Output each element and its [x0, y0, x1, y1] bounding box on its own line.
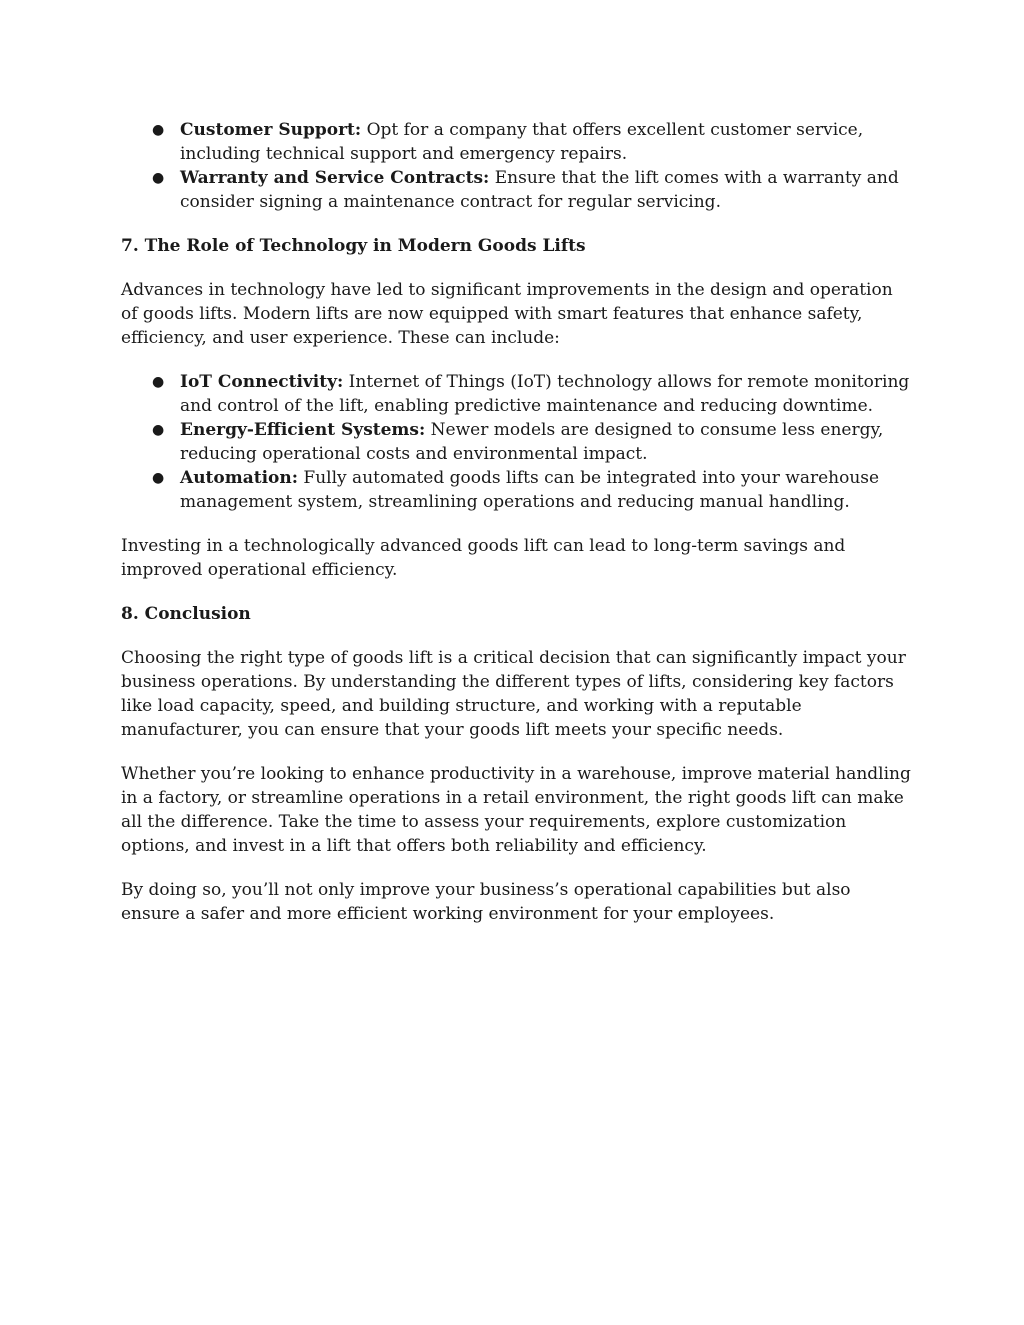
bullet-text: Fully automated goods lifts can be integrated into your warehouse management system, streamlining operations and reducing manual handling. — [180, 468, 880, 512]
conclusion-paragraph-1: Choosing the right type of goods lift is a critical decision that can significantly impact your business operations. By understanding the different types of lifts, considering key factors like load capacity, speed, and building structure, and working with a reputable manufacturer, you can ensure that your goods lift meets your specific needs. — [121, 648, 906, 740]
list-item — [121, 466, 911, 514]
bullet-term: Automation: — [180, 468, 299, 488]
bullet-text: Ensure that the lift comes with a warranty and consider signing a maintenance contract for regular servicing. — [180, 168, 899, 212]
support-bullet-list — [121, 118, 911, 214]
conclusion-paragraph-3: By doing so, you’ll not only improve your business’s operational capabilities but also ensure a safer and more efficient working environment for your employees. — [121, 880, 851, 924]
technology-bullet-list — [121, 370, 911, 514]
bullet-icon: ● — [152, 122, 165, 138]
bullet-term: Customer Support: — [180, 120, 362, 140]
conclusion-paragraph-2: Whether you’re looking to enhance productivity in a warehouse, improve material handling in a factory, or streamline operations in a retail environment, the right goods lift can make all the difference. Take the time to assess your requirements, explore customization options, and invest in a lift that offers both reliability and efficiency. — [121, 764, 911, 856]
section-7-heading: 7. The Role of Technology in Modern Goods Lifts — [121, 236, 586, 256]
bullet-term: IoT Connectivity: — [180, 372, 344, 392]
document-page — [121, 118, 911, 946]
bullet-icon: ● — [152, 422, 165, 438]
bullet-term: Energy-Efficient Systems: — [180, 420, 426, 440]
list-item — [121, 166, 911, 214]
bullet-icon: ● — [152, 170, 165, 186]
list-item — [121, 370, 911, 418]
list-item — [121, 118, 911, 166]
list-item — [121, 418, 911, 466]
section-8-heading: 8. Conclusion — [121, 604, 251, 624]
bullet-text: Internet of Things (IoT) technology allows for remote monitoring and control of the lift, enabling predictive maintenance and reducing downtime. — [180, 372, 910, 416]
bullet-term: Warranty and Service Contracts: — [180, 168, 490, 188]
section-7-outro: Investing in a technologically advanced goods lift can lead to long-term savings and improved operational efficiency. — [121, 536, 846, 580]
bullet-icon: ● — [152, 374, 165, 390]
section-7-intro: Advances in technology have led to significant improvements in the design and operation of goods lifts. Modern lifts are now equipped with smart features that enhance safety, efficiency, and user experience. These can include: — [121, 280, 893, 348]
bullet-text: Opt for a company that offers excellent customer service, including technical support and emergency repairs. — [180, 120, 864, 164]
bullet-text: Newer models are designed to consume less energy, reducing operational costs and environmental impact. — [180, 420, 884, 464]
bullet-icon: ● — [152, 470, 165, 486]
